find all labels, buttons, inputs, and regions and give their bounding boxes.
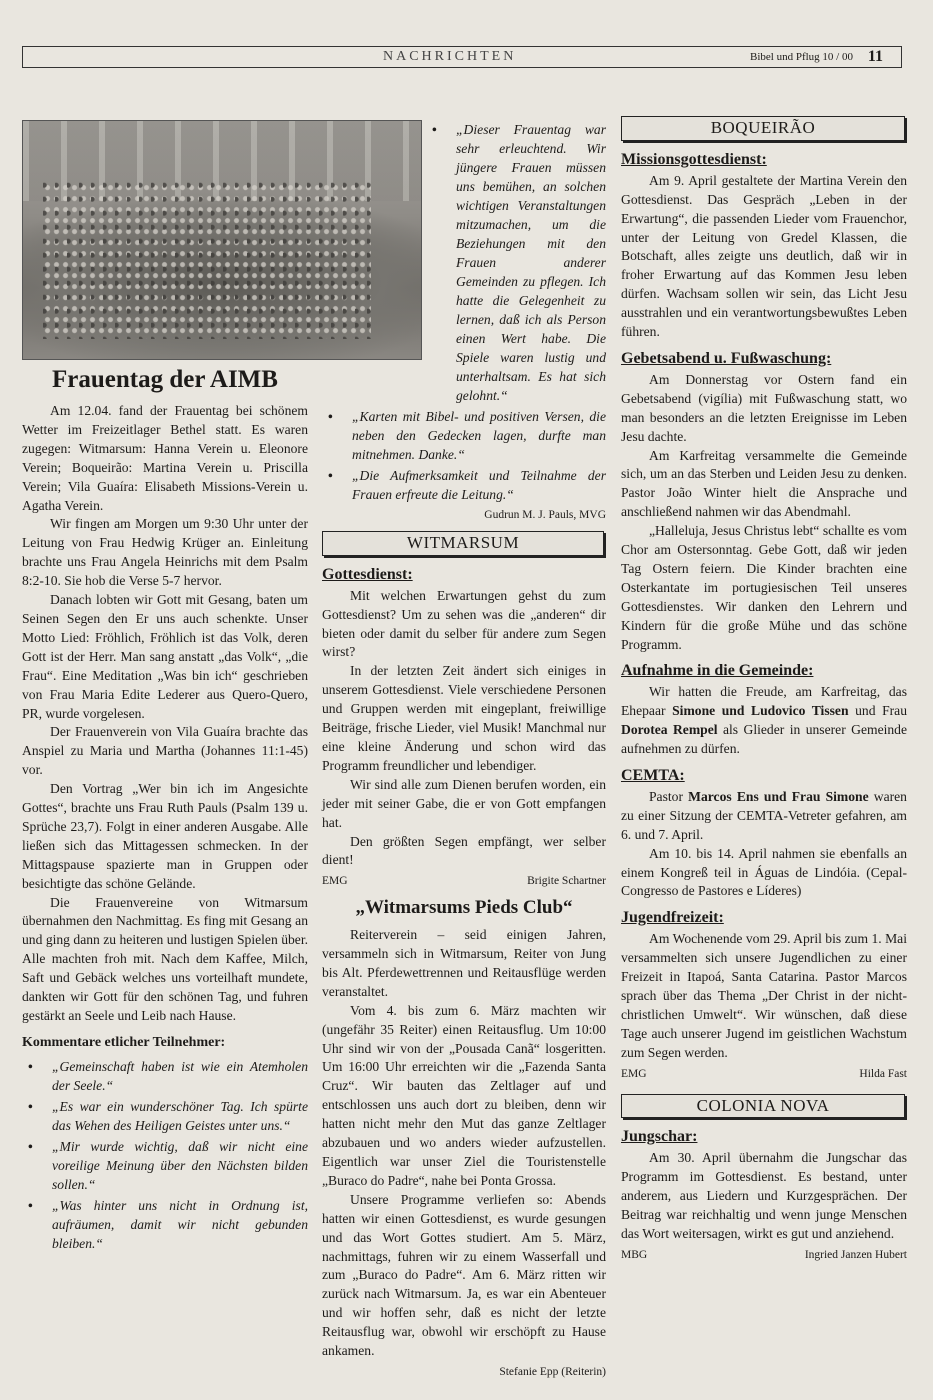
abbrev: MBG — [621, 1248, 648, 1261]
abbrev: EMG — [322, 875, 348, 888]
subheading: Missionsgottesdienst: — [621, 150, 767, 168]
paragraph: „Halleluja, Jesus Christus lebt“ schallte es vom Chor am Ostersonntag. Gebe Gott, daß wir jeden Tag Ostern feiern. Die Kinder brachten eine Osterkantate im portugiesischen Teil unseres Gottesdienstes. Wir danken den Lehrern und Kindern für die große Mühe und das schöne Programm. — [621, 523, 907, 652]
comment-item: • „Die Aufmerksamkeit und Teilnahme der Frauen erfreute die Leitung.“ — [322, 466, 606, 504]
column-right — [621, 116, 907, 1265]
author: Ingried Janzen Hubert — [804, 1248, 907, 1261]
signature — [621, 1065, 907, 1084]
comments-list-continued — [426, 120, 606, 405]
comment-item: • „Gemeinschaft haben ist wie ein Atemholen der Seele.“ — [22, 1057, 308, 1095]
signature — [322, 872, 606, 891]
comment-item: • „Es war ein wunderschöner Tag. Ich spürte das Wehen des Heiligen Geistes unter uns.“ — [22, 1097, 308, 1135]
section-heading-colonia-nova: COLONIA NOVA — [621, 1094, 905, 1119]
paragraph: Am 12.04. fand der Frauentag bei schönem Wetter im Freizeitlager Bethel statt. Es waren zugegen: Witmarsum: Hanna Verein u. Eleonore Verein; Boqueirão: Martina Verein u. Priscilla Verein; Vila Guaíra: Elisabeth Missions-Verein u. Agatha Verein. — [22, 403, 308, 513]
paragraph: Die Frauenvereine von Witmarsum übernahmen den Nachmittag. Es fing mit Gesang an und ging dann zu heiteren und lustigen Spielen über. Alle machten froh mit. Nach dem Kaffee, Milch, Saft und Gebäck welches uns vorteilhaft mundete, dankten wir Gott für den schönen Tag, und fuhren gestärkt an Seele und Leib nach Hause. — [22, 894, 308, 1023]
publication-name: Bibel und Pflug 10 / 00 — [750, 51, 853, 63]
author: Gudrun M. J. Pauls, MVG — [484, 509, 606, 521]
paragraph: Wir fingen am Morgen um 9:30 Uhr unter der Leitung von Frau Hedwig Krüger an. Einleitung brachte uns Frau Angela Heinrichs mit dem Psalm 8:2-10. Sie hob die Verse 5-7 hervor. — [22, 516, 308, 589]
signature — [322, 1363, 606, 1382]
comments-heading: Kommentare etlicher Teilnehmer: — [22, 1034, 226, 1050]
signature — [322, 506, 606, 525]
comments-list — [22, 1057, 308, 1253]
subheading: Gebetsabend u. Fußwaschung: — [621, 349, 832, 367]
paragraph: Am Karfreitag versammelte die Gemeinde sich, um an das Sterben und Leiden Jesu zu denken. Pastor João Winter hielt die Ansprache und anschließend nahmen wir das Abendmahl. — [621, 447, 907, 520]
paragraph: Am Donnerstag vor Ostern fand ein Gebetsabend (vigília) mit Fußwaschung statt, wo man besonders an die letzten Ereignisse im Leben Jesu dachte. — [621, 371, 907, 444]
paragraph: Am 9. April gestaltete der Martina Verein den Gottesdienst. Das Gespräch „Leben in der Erwartung“, die passenden Lieder vom Frauenchor, unter der Leitung von Gredel Klassen, die Botschaft, alles zeigte uns deutlich, daß wir in froher Erwartung auf das Kommen Jesu leben dürfen. Wachsam sollen wir sein, das Licht Jesu ausstrahlen und ein verantwortungsbewußtes Leben führen. — [621, 172, 907, 340]
club-title: „Witmarsums Pieds Club“ — [355, 897, 573, 919]
paragraph: Pastor Marcos Ens und Frau Simone waren zu einer Sitzung der CEMTA-Vetreter gefahren, am 6. und 7. April. — [621, 788, 907, 842]
comments-list-continued — [322, 407, 606, 504]
paragraph: In der letzten Zeit ändert sich einiges in unserem Gottesdienst. Viele verschiedene Personen und Gruppen werden mit eingeplant, freiwillige Beiträge, frische Lieder, viel Musik! Manchmal nur eine kleine Änderung und schon wird das Programm freundlicher und lebendiger. — [322, 663, 606, 773]
subheading: Jugendfreizeit: — [621, 909, 724, 927]
paragraph: Den größten Segen empfängt, wer selber dient! — [322, 833, 606, 868]
author: Brigite Schartner — [527, 875, 606, 888]
paragraph: Reiterverein – seid einigen Jahren, versammeln sich in Witmarsum, Reiter von Jung bis Alt. Pferdewettrennen und Reitausflüge werden veranstaltet. — [322, 927, 606, 999]
page-number: 11 — [867, 48, 883, 65]
paragraph: Vom 4. bis zum 6. März machten wir (ungefähr 35 Reiter) einen Reitausflug. Um 10:00 Uhr sind wir von der „Pousada Canã“ losgeritten. Um 16:00 Uhr erreichten wir die „Fazenda Santa Cruz“. Wir bauten das Zeltlager auf und entschlossen uns auch dort zu bleiben, denn wir hatten nicht mehr den Mut das ganze Zeltlager abzubauen und wo anders wieder aufzustellen. Eigentlich war unser Ziel die Touristenstelle „Buraco do Padre“, nahe bei Ponta Grossa. — [322, 1002, 606, 1188]
comment-item: • „Karten mit Bibel- und positiven Versen, die neben den Gedecken lagen, durfte man mitnehmen. Danke.“ — [322, 407, 606, 464]
abbrev: EMG — [621, 1067, 647, 1080]
column-middle — [322, 120, 606, 1382]
section-heading-witmarsum: WITMARSUM — [322, 531, 604, 556]
section-heading-boqueirao: BOQUEIRÃO — [621, 116, 905, 141]
signature — [621, 1246, 907, 1265]
paragraph: Am 30. April übernahm die Jungschar das Programm im Gottesdienst. Es bestand, unter anderem, aus Liedern und Kurzgesprächen. Der Beitrag war reichhaltig und wenn junge Menschen das Wort weitersagen, wirkt es gut und anziehend. — [621, 1150, 907, 1241]
page-header — [22, 46, 902, 68]
paragraph: Am 10. bis 14. April nahmen sie ebenfalls an einem Kongreß teil in Águas de Lindóia. (Cepal- Congresso de Pastores e Líderes) — [621, 845, 907, 899]
article-title: Frauentag der AIMB — [52, 366, 278, 393]
paragraph: Danach lobten wir Gott mit Gesang, baten um Seinen Segen den Er uns auch schenkte. Unser Motto Lied: Fröhlich, Fröhlich ist das Volk, deren Gott ist der Herr. Man sang anstatt „das Volk“, „die Frau“. Eine Meditation „Was bin ich“ geschrieben von Frau Maria Edite Lederer aus Quero-Quero, PR, wurde vorgelesen. — [22, 592, 308, 721]
author: Stefanie Epp (Reiterin) — [499, 1365, 606, 1378]
comment-item: • „Dieser Frauentag war sehr erleuchtend. Wir jüngere Frauen müssen uns bemühen, an solchen wichtigen Veranstaltungen mitzumachen, um die Beziehungen mit den Frauen anderer Gemeinden zu pflegen. Ich hatte die Gelegenheit zu lernen, daß ich als Person einen Wert habe. Die Spiele waren lustig und unterhaltsam. Es hat sich gelohnt.“ — [426, 120, 606, 405]
paragraph: Den Vortrag „Wer bin ich im Angesichte Gottes“, brachte uns Frau Ruth Pauls (Psalm 139 u. Sprüche 23,7). Folgt in einer anderen Ausgabe. Alle ließen sich das Mittagessen schmecken. In der Mittagspause spazierte man in Gruppen oder besichtigte das schöne Gelände. — [22, 781, 308, 891]
paragraph: Am Wochenende vom 29. April bis zum 1. Mai versammelten sich unsere Jugendlichen zu einer Freizeit in Itapoá, Santa Catarina. Pastor Marcos sprach über das Thema „Der Christ in der nicht-christlichen Umwelt“. Wir wünschen, daß diese Tage auch unserer Jugend im geistlichen Wachstum zum Segen werden. — [621, 931, 907, 1060]
paragraph: Der Frauenverein von Vila Guaíra brachte das Anspiel zu Maria und Martha (Johannes 11:1-45) vor. — [22, 724, 308, 778]
subheading: Aufnahme in die Gemeinde: — [621, 662, 814, 680]
comment-item: • „Mir wurde wichtig, daß wir nicht eine voreilige Meinung über den Nächsten bilden sollen.“ — [22, 1137, 308, 1194]
column-left — [22, 120, 308, 1255]
paragraph: Wir hatten die Freude, am Karfreitag, das Ehepaar Simone und Ludovico Tissen und Frau Dorotea Rempel als Glieder in unserer Gemeinde aufnehmen zu dürfen. — [621, 684, 908, 757]
subheading: Jungschar: — [621, 1128, 698, 1146]
paragraph: Mit welchen Erwartungen gehst du zum Gottesdienst? Um zu sehen was die „anderen“ dir bieten oder damit du selber für andere zum Segen wirst? — [322, 587, 606, 660]
subheading: Gottesdienst: — [322, 565, 413, 583]
comment-item: • „Was hinter uns nicht in Ordnung ist, aufräumen, damit wir nicht gebunden bleiben.“ — [22, 1196, 308, 1253]
section-title: NACHRICHTEN — [383, 49, 517, 64]
subheading: CEMTA: — [621, 767, 685, 784]
paragraph: Unsere Programme verliefen so: Abends hatten wir einen Gottesdienst, es wurde gesungen und das Wort Gottes studiert. Am 5. März, nachmittags, fuhren wir zu einem Wasserfall und zum „Buraco do Padre“. Am 6. März ritten wir zurück nach Witmarsum. Ja, es war ein Abenteuer und wir hoffen sehr, daß es nicht der letzte Reitausflug war, obwohl wir erschöpft zu Hause ankamen. — [322, 1191, 606, 1359]
paragraph: Wir sind alle zum Dienen berufen worden, ein jeder mit seiner Gabe, die er von Gott empfangen hat. — [322, 776, 606, 830]
author: Hilda Fast — [859, 1067, 907, 1080]
